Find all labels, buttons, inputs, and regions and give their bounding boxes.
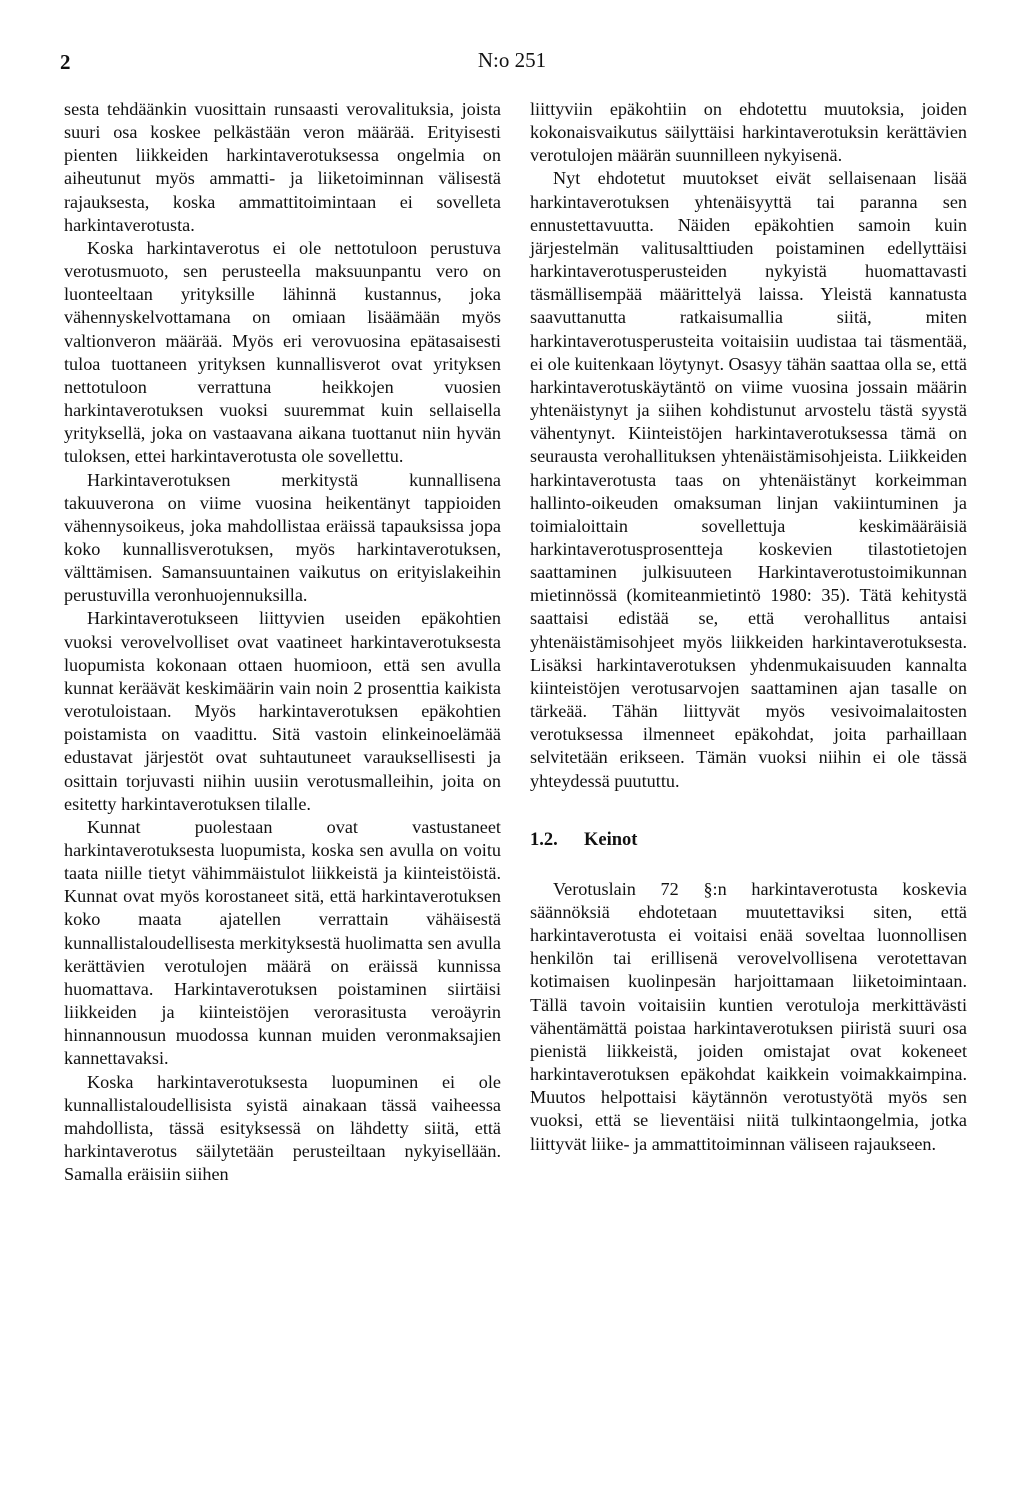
paragraph: sesta tehdäänkin vuosittain runsaasti verovalituksia, joista suuri osa koskee pelkästään veron määrää. Erityisesti pienten liikkeiden harkintaverotuksessa ongelmia on aiheutunut myös ammatti- ja liiketoiminnan välisestä rajauksesta, koska ammattitoimintaan ei sovelleta harkintaverotusta. (64, 99, 501, 235)
paragraph: Harkintaverotuksen merkitystä kunnallisena takuuverona on viime vuosina heikentänyt tappioiden vähennysoikeus, joka mahdollistaa eräissä tapauksissa jopa koko kunnallisverotuksen, myös harkintaverotuksen, välttämisen. Samansuuntainen vaikutus on erityislakeihin perustuvilla veronhuojennuksilla. (64, 469, 501, 606)
paragraph: Verotuslain 72 §:n harkintaverotusta koskevia säännöksiä ehdotetaan muutettaviksi siten, että harkintaverotusta ei voitaisi enää soveltaa luonnollisen henkilön tai erillisenä verovelvollisena verotettavan kotimaisen kuolinpesän harjoittamaan liiketoimintaan. Tällä tavoin voitaisiin kuntien verotuloja merkittävästi vähentämättä poistaa harkintaverotuksen piiristä suuri osa pienistä liikkeistä, joiden omistajat ovat kokeneet harkintaverotuksen epäkohdat kaikkein voimakkaimpina. Muutos helpottaisi käytännön verotustyötä myös sen vuoksi, että se lieventäisi niitä tulkintaongelmia, jotka liittyvät liike- ja ammattitoiminnan väliseen rajaukseen. (530, 878, 967, 1154)
section-heading (530, 829, 967, 852)
right-column (530, 98, 967, 1156)
paragraph: Koska harkintaverotus ei ole nettotuloon perustuva verotusmuoto, sen perusteella maksuunpantu vero on luonteeltaan yrityksille lähinnä kustannus, joka vähennyskelvottamana on omiaan lisäämään myös valtionveron määrää. Myös eri verovuosina epätasaisesti tuloa tuottaneen yrityksen kunnallisverot ovat yrityksen nettotuloon verrattuna heikkojen vuosien harkintaverotuksen vuoksi suuremmat kuin sellaisella yrityksellä, joka on vastaavana aikana tuottanut niin hyvän tuloksen, ettei harkintaverotusta ole sovellettu. (64, 237, 501, 467)
paragraph: Nyt ehdotetut muutokset eivät sellaisenaan lisää harkintaverotuksen yhtenäisyyttä tai paranna sen ennustettavuutta. Näiden epäkohtien samoin kuin järjestelmän valitusalttiuden poistaminen edellyttäisi harkintaverotusperusteiden nykyistä huomattavasti täsmällisempää määrittelyä laissa. Yleistä kannatusta saavuttanutta ratkaisumallia siitä, miten harkintaverotusperusteita voitaisiin uudistaa tai täsmentää, ei ole kuitenkaan löytynyt. Osasyy tähän saattaa olla se, että harkintaverotuskäytäntö on viime vuosina jossain määrin yhtenäistynyt ja siihen kohdistunut arvostelu tästä syystä vähentynyt. Kiinteistöjen harkintaverotuksessa tämä on seurausta verohallituksen yhtenäistämisohjeista. Liikkeiden harkintaverotusta taas on yhtenäistänyt korkeimman hallinto-oikeuden omaksuman linjan vakiintuminen ja toimialoittain sovellettuja keskimääräisiä harkintaverotusprosentteja koskevien tilastotietojen saattaminen julkisuuteen Harkintaverotustoimikunnan mietinnössä (komiteanmietintö 1980: 35). Tätä kehitystä saattaisi edistää se, että verohallitus antaisi yhtenäistämisohjeet myös liikkeiden harkintaverotuksesta. Lisäksi harkintaverotuksen yhdenmukaisuuden kannalta kiinteistöjen verotusarvojen saattaminen ajan tasalle on tärkeää. Tähän liittyvät myös vesivoimalaitosten verotuksessa ilmenneet epäkohdat, joita parhaillaan selvitetään erikseen. Tämän vuoksi niihin ei ole tässä yhteydessä puututtu. (530, 168, 967, 791)
document-id: N:o 251 (477, 48, 547, 72)
paragraph: liittyviin epäkohtiin on ehdotettu muutoksia, joiden kokonaisvaikutus säilyttäisi harkintaverotuksin kerättävien verotulojen määrän suunnilleen nykyisenä. (530, 99, 967, 166)
paragraph: Harkintaverotukseen liittyvien useiden epäkohtien vuoksi verovelvolliset ovat vaatineet harkintaverotuksesta luopumista kokonaan ottaen huomioon, että sen avulla kunnat keräävät keskimäärin vain noin 2 prosenttia kaikista verotuloistaan. Myös harkintaverotuksen epäkohtien poistamista on vaadittu. Sitä vastoin elinkeinoelämää edustavat järjestöt ovat suhtautuneet varauksellisesti ja osittain torjuvasti niihin uusiin verotusmalleihin, joita on esitetty harkintaverotuksen tilalle. (64, 608, 501, 814)
section-number: 1.2. (530, 829, 558, 850)
left-column (64, 98, 501, 1186)
paragraph: Kunnat puolestaan ovat vastustaneet harkintaverotuksesta luopumista, koska sen avulla on voitu taata niille tietyt vähimmäistulot liikkeistä ja kiinteistöistä. Kunnat ovat myös korostaneet sitä, että harkintaverotuksen koko maata ajatellen verrattain vähäisestä kunnallistaloudellisesta merkityksestä huolimatta sen avulla kerättävien verotulojen määrä on eräissä kunnissa huomattava. Harkintaverotuksen poistaminen siirtäisi liikkeiden ja kiinteistöjen verorasitusta veroäyrin hinnannousun muodossa kunnan muiden veronmaksajien kannettavaksi. (64, 816, 501, 1069)
page-number: 2 (60, 50, 71, 74)
section-title: Keinot (584, 829, 638, 850)
paragraph: Koska harkintaverotuksesta luopuminen ei ole kunnallistaloudellisista syistä ainakaan tässä vaiheessa mahdollista, tässä esityksessä on lähdetty siitä, että harkintaverotus säilytetään perusteiltaan nykyisellään. Samalla eräisiin siihen (64, 1071, 501, 1185)
